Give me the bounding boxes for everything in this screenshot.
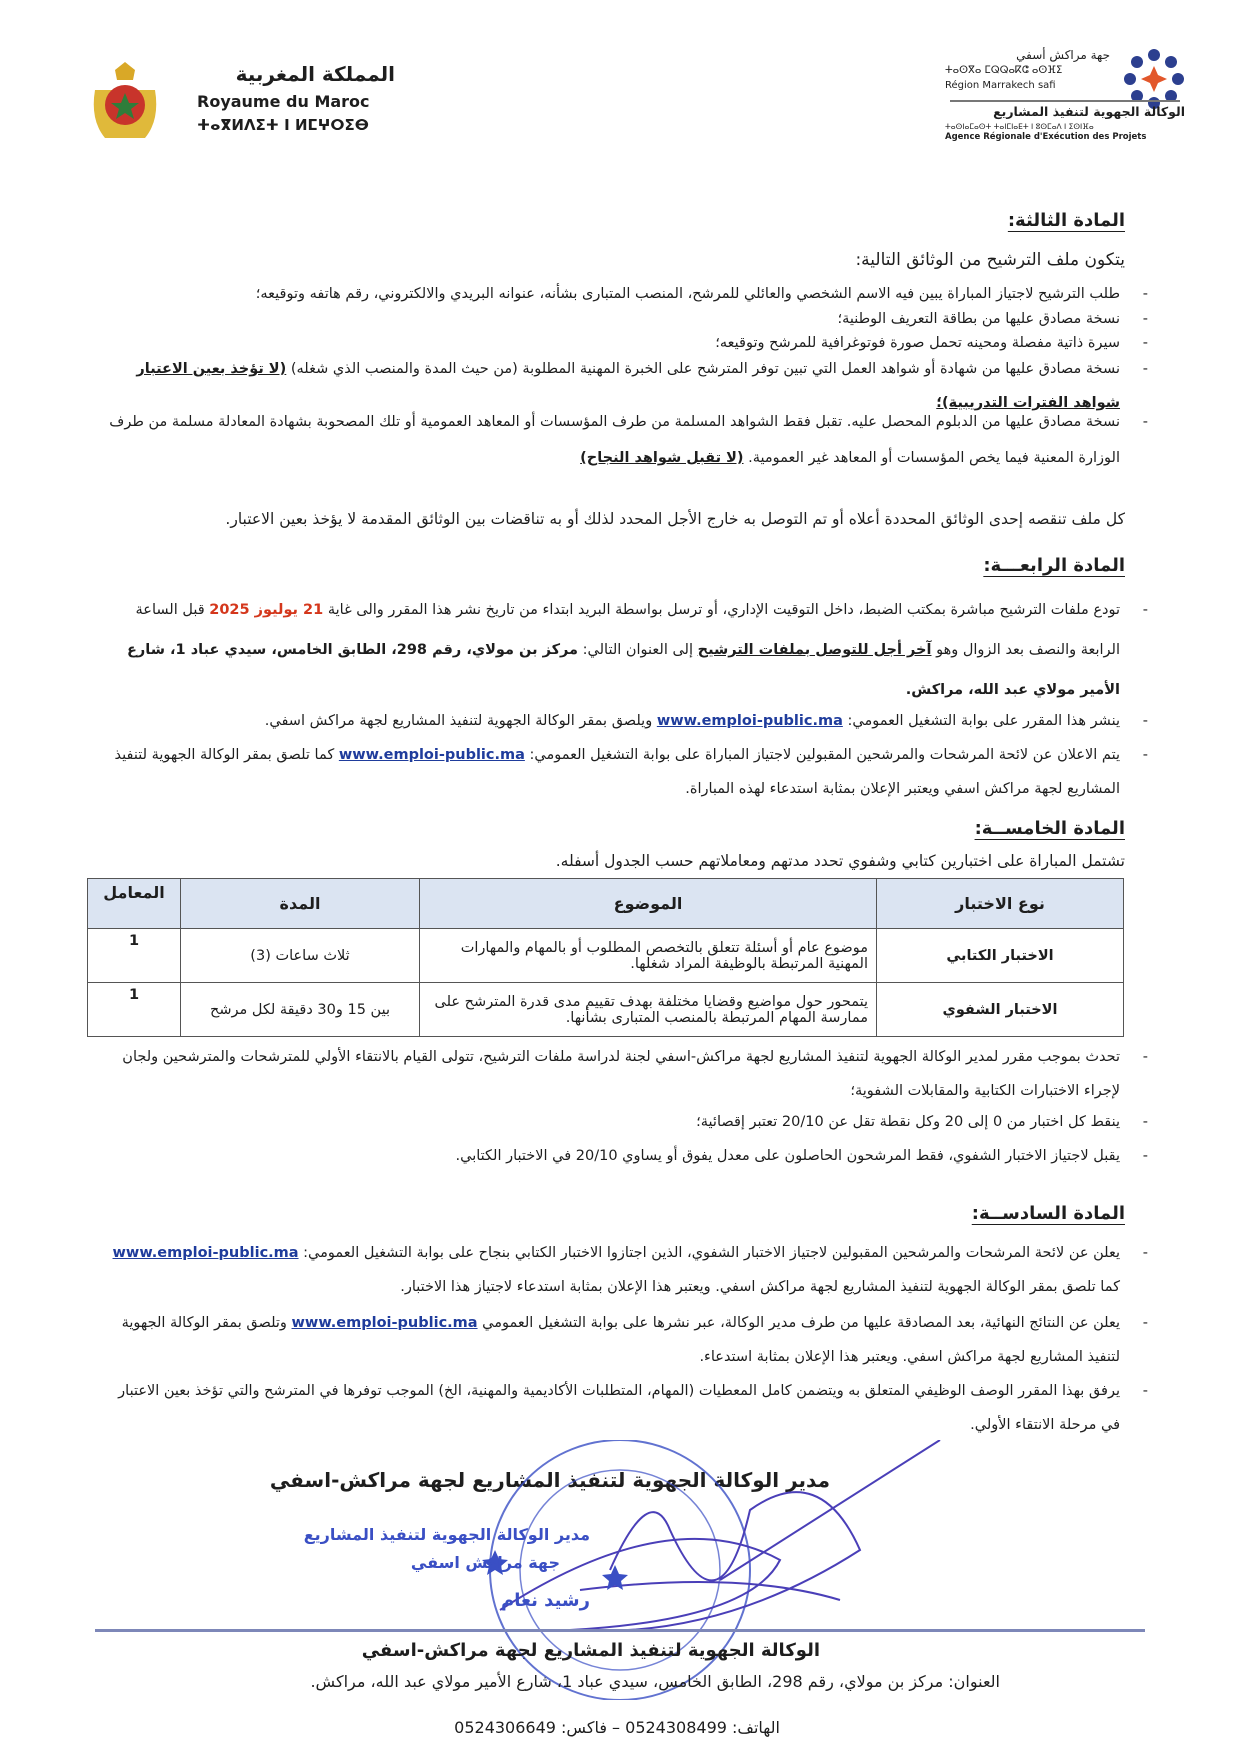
item-text: نسخة مصادق عليها من شهادة أو شواهد العمل التي تبين توفر المترشح على الخبرة المهنية المطلوبة (من حيث المدة والمنصب الذي شغله) [290, 361, 1120, 377]
coat-of-arms-icon [85, 60, 165, 145]
list-item [95, 590, 1120, 710]
cell-duration: بين 15 و30 دقيقة لكل مرشح [181, 983, 420, 1037]
cell-subject: يتمحور حول مواضيع وقضايا مختلفة بهدف تقييم مدى قدرة المترشح على ممارسة المهام المرتبطة بالمنصب المتبارى بشأنها. [420, 983, 877, 1037]
item-text: يعلن عن النتائج النهائية، بعد المصادقة عليها من طرف مدير الوكالة، عبر نشرها على بوابة التشغيل العمومي [482, 1315, 1120, 1331]
item-text: كما تلصق بمقر الوكالة الجهوية لتنفيذ المشاريع لجهة مراكش اسفي. ويعتبر هذا الإعلان بمثابة استدعاء لاجتياز هذا الاختبار. [400, 1279, 1120, 1295]
agency-logo [945, 48, 1185, 143]
stamp-name: رشيد نعام [501, 1590, 590, 1611]
list-item: - يرفق بهذا المقرر الوصف الوظيفي المتعلق به ويتضمن كامل المعطيات (المهام، المتطلبات الأكاديمية والمهنية، الخ) الموجب توفرها في المترشح والتي تؤخذ بعين الاعتبار في مرحلة الانتقاء الأولي. [95, 1374, 1120, 1442]
item-note-bold: (لا تقبل شواهد النجاح) [580, 450, 744, 466]
footer-agency-name: الوكالة الجهوية لتنفيذ المشاريع لجهة مراكش-اسفي [361, 1640, 820, 1661]
item-text: ينشر هذا المقرر على بوابة التشغيل العمومي: [847, 713, 1120, 729]
emploi-public-link[interactable]: www.emploi-public.ma [656, 713, 843, 729]
table-row [88, 983, 1124, 1037]
signature-title: مدير الوكالة الجهوية لتنفيذ المشاريع لجهة مراكش-اسفي [269, 1468, 830, 1492]
kingdom-name-tifinagh: ⵜⴰⴳⵍⴷⵉⵜ ⵏ ⵍⵎⵖⵔⵉⴱ [197, 116, 369, 134]
article-4-title: المادة الرابعـــة: [983, 555, 1125, 576]
list-item [95, 1306, 1120, 1374]
item-text: يعلن عن لائحة المرشحات والمرشحين المقبولين لاجتياز الاختبار الشفوي، الذين اجتازوا الاختبار الكتابي بنجاح على بوابة التشغيل العمومي: [303, 1245, 1120, 1261]
stamp-line-1: مدير الوكالة الجهوية لتنفيذ المشاريع [303, 1525, 590, 1544]
emploi-public-link[interactable]: www.emploi-public.ma [112, 1245, 299, 1261]
article-3-title: المادة الثالثة: [1007, 210, 1125, 231]
header-exam-type: نوع الاختبار [877, 879, 1124, 929]
cell-exam-type: الاختبار الشفوي [877, 983, 1124, 1037]
item-text: كما تلصق بمقر الوكالة الجهوية لتنفيذ المشاريع لجهة مراكش اسفي ويعتبر الإعلان بمثابة استدعاء لهذه المباراة. [114, 747, 1120, 797]
list-item [95, 1236, 1120, 1304]
footer-address: العنوان: مركز بن مولاي، رقم 298، الطابق الخامس، سيدي عباد 1، شارع الأمير مولاي عبد الله، مراكش. [310, 1672, 1000, 1691]
exams-table [87, 878, 1124, 1037]
agency-name-ar: الوكالة الجهوية لتنفيذ المشاريع [993, 104, 1185, 119]
deadline-label: آخر أجل للتوصل بملفات الترشيح [697, 642, 932, 658]
list-item: - يقبل لاجتياز الاختبار الشفوي، فقط المرشحون الحاصلون على معدل يفوق أو يساوي 20/10 في الاختبار الكتابي. [95, 1148, 1120, 1164]
agency-name-tifinagh: ⵜⴰⵙⵏⴰⵎⴰⵙⵜ ⵜⴰⵏⵎⵏⴰⴹⵜ ⵏ ⵓⵙⵎⴰⴷ ⵏ ⵉⵙⵏⴼⴰ [945, 122, 1094, 131]
kingdom-name-fr: Royaume du Maroc [197, 92, 370, 111]
item-text: قبل الساعة الرابعة والنصف بعد الزوال وهو [135, 602, 1120, 658]
list-item [95, 738, 1120, 806]
logo-divider [950, 100, 1180, 102]
cell-duration: ثلاث ساعات (3) [181, 929, 420, 983]
header-subject: الموضوع [420, 879, 877, 929]
list-item: - تحدث بموجب مقرر لمدير الوكالة الجهوية لتنفيذ المشاريع لجهة مراكش-اسفي لجنة لدراسة ملفات الترشيح، تتولى القيام بالانتقاء الأولي للمترشحات والمترشحين ولجان لإجراء الاختبارات الكتابية والمقابلات الشفوية؛ [95, 1040, 1120, 1108]
footer-divider [95, 1629, 1145, 1632]
emploi-public-link[interactable]: www.emploi-public.ma [291, 1315, 478, 1331]
kingdom-name-ar: المملكة المغربية [235, 62, 395, 86]
item-text: إلى العنوان التالي: [582, 642, 694, 658]
cell-subject: موضوع عام أو أسئلة تتعلق بالتخصص المطلوب أو بالمهام والمهارات المهنية المرتبطة بالوظيفة المراد شغلها. [420, 929, 877, 983]
table-header-row [88, 879, 1124, 929]
article-5-intro: تشتمل المباراة على اختبارين كتابي وشفوي تحدد مدتهم ومعاملاتهم حسب الجدول أسفله. [555, 852, 1125, 870]
list-item: - نسخة مصادق عليها من بطاقة التعريف الوطنية؛ [95, 311, 1120, 327]
region-name-fr: Région Marrakech safi [945, 80, 1056, 91]
list-item: - سيرة ذاتية مفصلة ومحينه تحمل صورة فوتوغرافية للمرشح وتوقيعه؛ [95, 335, 1120, 351]
agency-name-fr: Agence Régionale d'Exécution des Projets [945, 132, 1147, 142]
item-text: وتلصق بمقر الوكالة الجهوية لتنفيذ المشاريع لجهة مراكش اسفي. ويعتبر هذا الإعلان بمثابة استدعاء. [121, 1315, 1120, 1365]
item-text: تودع ملفات الترشيح مباشرة بمكتب الضبط، داخل التوقيت الإداري، أو ترسل بواسطة البريد ابتداء من تاريخ نشر هذا المقرر والى غاية [327, 602, 1120, 618]
kingdom-logo [85, 60, 395, 150]
list-item [95, 713, 1120, 729]
list-item: - ينقط كل اختبار من 0 إلى 20 وكل نقطة تقل عن 20/10 تعتبر إقصائية؛ [95, 1114, 1120, 1130]
item-text: ويلصق بمقر الوكالة الجهوية لتنفيذ المشاريع لجهة مراكش اسفي. [264, 713, 653, 729]
item-note-bold: (لا تؤخذ بعين الاعتبار شواهد الفترات التدريبية)؛ [136, 361, 1120, 411]
article-6-title: المادة السادســة: [971, 1203, 1125, 1224]
table-row [88, 929, 1124, 983]
item-text: نسخة مصادق عليها من الدبلوم المحصل عليه. تقبل فقط الشواهد المسلمة من طرف المؤسسات أو المعاهد العمومية أو تلك المصحوبة بشهادة المعادلة مسلمة من طرف الوزارة المعنية فيما يخص المؤسسات أو المعاهد غير العمومية. [109, 414, 1120, 466]
cell-coefficient: 1 [88, 983, 181, 1037]
cell-coefficient: 1 [88, 929, 181, 983]
region-name-ar: جهة مراكش أسفي [1016, 48, 1110, 62]
article-5-title: المادة الخامســة: [974, 818, 1125, 839]
submission-address: مركز بن مولاي، رقم 298، الطابق الخامس، سيدي عباد 1، شارع الأمير مولاي عبد الله، مراكش. [127, 642, 1120, 698]
list-item: - طلب الترشيح لاجتياز المباراة يبين فيه الاسم الشخصي والعائلي للمرشح، المنصب المتبارى بشأنه، عنوانه البريدي والالكتروني، رقم هاتفه وتوقيعه؛ [95, 286, 1120, 302]
stamp-line-2: جهة مراكش اسفي [410, 1553, 560, 1572]
article-3-intro: يتكون ملف الترشيح من الوثائق التالية: [855, 250, 1125, 270]
emploi-public-link[interactable]: www.emploi-public.ma [338, 747, 525, 763]
deadline-date: 21 يوليوز 2025 [209, 602, 324, 618]
header-coefficient: المعامل [88, 879, 181, 929]
list-item [95, 404, 1120, 476]
item-text: يتم الاعلان عن لائحة المرشحات والمرشحين المقبولين لاجتياز المباراة على بوابة التشغيل العمومي: [529, 747, 1120, 763]
article-3-note: كل ملف تنقصه إحدى الوثائق المحددة أعلاه أو تم التوصل به خارج الأجل المحدد لذلك أو به تناقضات بين الوثائق المقدمة لا يؤخذ بعين الاعتبار. [225, 510, 1125, 528]
cell-exam-type: الاختبار الكتابي [877, 929, 1124, 983]
region-name-tifinagh: ⵜⴰⵙⴳⴰ ⵎⵕⵕⴰⴽⵛ ⴰⵙⴼⵉ [945, 65, 1063, 76]
header-duration: المدة [181, 879, 420, 929]
footer-phone: الهاتف: 0524308499 – فاكس: 0524306649 [454, 1718, 780, 1737]
